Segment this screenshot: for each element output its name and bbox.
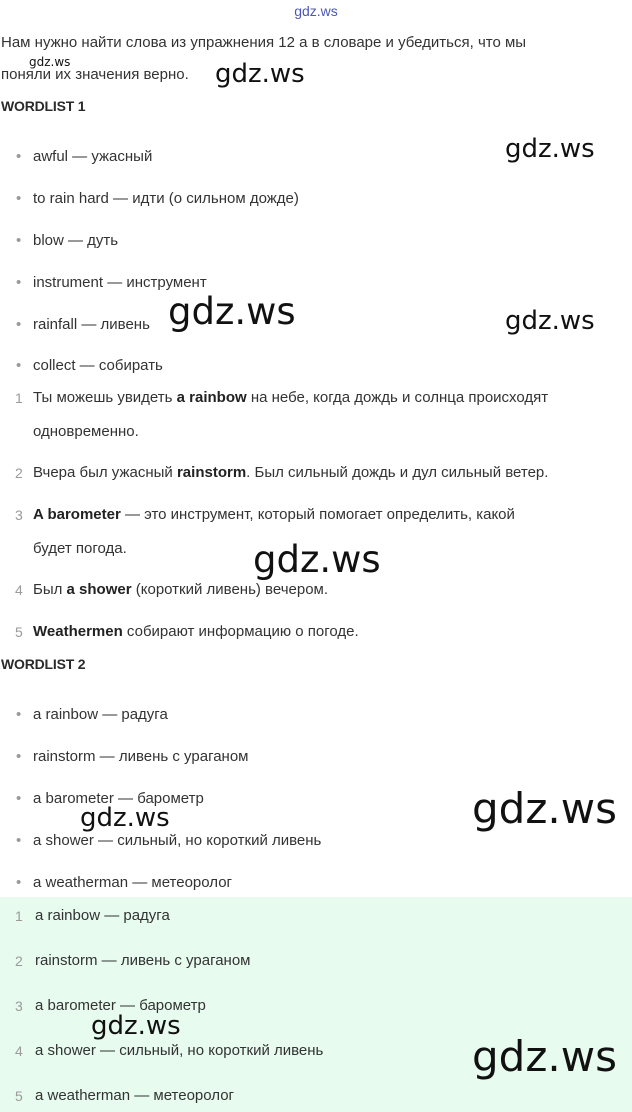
sentence-number: 4	[15, 582, 23, 598]
list-item: awful — ужасный	[33, 148, 153, 165]
sentence-number: 1	[15, 390, 23, 406]
answer-number: 2	[15, 953, 23, 969]
bullet-icon: •	[16, 874, 22, 891]
intro-line-1: Нам нужно найти слова из упражнения 12 а в словаре и убедиться, что мы	[1, 34, 527, 51]
watermark: gdz.ws	[29, 55, 71, 69]
bullet-icon: •	[16, 790, 22, 807]
sentence-1: Ты можешь увидеть a rainbow на небе, когда дождь и солнца происходят	[33, 389, 549, 406]
bullet-icon: •	[16, 706, 22, 723]
sentence-2: Вчера был ужасный rainstorm. Был сильный дождь и дул сильный ветер.	[33, 464, 549, 481]
bullet-icon: •	[16, 232, 22, 249]
watermark: gdz.ws	[215, 59, 305, 89]
sentence-number: 5	[15, 624, 23, 640]
sentence-keyword: Weathermen	[33, 623, 123, 640]
watermark: gdz.ws	[253, 538, 381, 581]
bullet-icon: •	[16, 274, 22, 291]
bullet-icon: •	[16, 316, 22, 333]
watermark: gdz.ws	[168, 290, 296, 333]
sentence-keyword: rainstorm	[176, 464, 247, 481]
list-item: instrument — инструмент	[33, 274, 207, 291]
answer-item: a weatherman — метеоролог	[35, 1087, 235, 1104]
wordlist-2-title: WORDLIST 2	[1, 656, 86, 672]
list-item: a weatherman — метеоролог	[33, 874, 233, 891]
site-label[interactable]: gdz.ws	[294, 3, 338, 19]
list-item: to rain hard — идти (о сильном дожде)	[33, 190, 299, 207]
sentence-4: Был a shower (короткий ливень) вечером.	[33, 581, 329, 598]
answer-number: 4	[15, 1043, 23, 1059]
watermark: gdz.ws	[91, 1011, 181, 1041]
answer-item: a rainbow — радуга	[35, 907, 170, 924]
watermark: gdz.ws	[472, 784, 617, 833]
list-item: a barometer — барометр	[33, 790, 204, 807]
sentence-number: 2	[15, 465, 23, 481]
sentence-keyword: a shower	[66, 581, 132, 598]
intro-line-2: поняли их значения верно.	[1, 66, 189, 83]
bullet-icon: •	[16, 190, 22, 207]
bullet-icon: •	[16, 148, 22, 165]
watermark: gdz.ws	[505, 306, 595, 336]
answer-item: a shower — сильный, но короткий ливень	[35, 1042, 324, 1059]
sentence-5: Weathermen собирают информацию о погоде.	[33, 623, 359, 640]
bullet-icon: •	[16, 748, 22, 765]
answer-item: a barometer — барометр	[35, 997, 206, 1014]
sentence-keyword: A barometer	[33, 506, 121, 523]
sentence-1-line-2: одновременно.	[33, 423, 139, 440]
wordlist-1-title: WORDLIST 1	[1, 98, 86, 114]
answer-number: 5	[15, 1088, 23, 1104]
list-item: rainstorm — ливень с ураганом	[33, 748, 249, 765]
answer-number: 1	[15, 908, 23, 924]
watermark: gdz.ws	[505, 134, 595, 164]
list-item: blow — дуть	[33, 232, 119, 249]
answer-item: rainstorm — ливень с ураганом	[35, 952, 251, 969]
list-item: collect — собирать	[33, 357, 163, 374]
sentence-keyword: a rainbow	[176, 389, 247, 406]
list-item: rainfall — ливень	[33, 316, 150, 333]
bullet-icon: •	[16, 357, 22, 374]
answer-number: 3	[15, 998, 23, 1014]
watermark: gdz.ws	[472, 1032, 617, 1081]
sentence-number: 3	[15, 507, 23, 523]
watermark: gdz.ws	[80, 803, 170, 833]
sentence-3: A barometer — это инструмент, который помогает определить, какой	[33, 506, 515, 523]
list-item: a shower — сильный, но короткий ливень	[33, 832, 322, 849]
list-item: a rainbow — радуга	[33, 706, 168, 723]
sentence-3-line-2: будет погода.	[33, 540, 127, 557]
bullet-icon: •	[16, 832, 22, 849]
